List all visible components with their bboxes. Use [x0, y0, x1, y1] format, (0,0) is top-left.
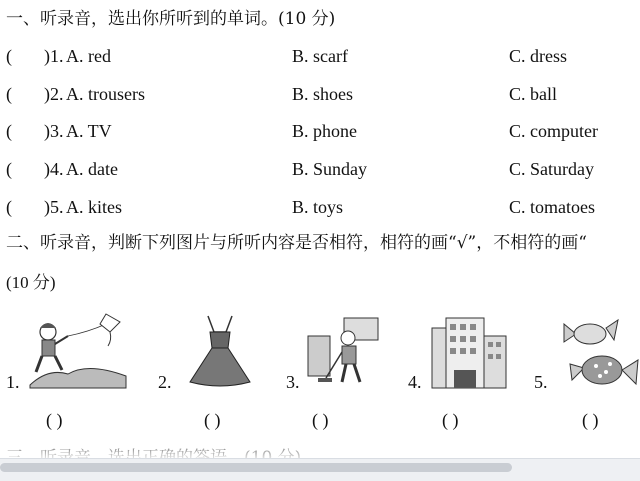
option-c: C. ball: [509, 84, 557, 104]
question-number: 3.: [50, 121, 64, 141]
option-b: B. Sunday: [292, 159, 368, 179]
buildings-icon: [430, 314, 508, 392]
answer-paren-open: (: [6, 197, 12, 217]
option-c: C. computer: [509, 121, 598, 141]
question-row: [0, 195, 640, 219]
candy-icon: [556, 316, 640, 390]
question-number: 4.: [50, 159, 64, 179]
picture-answer-paren: ( ): [312, 410, 329, 430]
option-a: A. red: [66, 46, 111, 66]
question-row: [0, 82, 640, 106]
answer-paren-open: (: [6, 46, 12, 66]
question-number: 1.: [50, 46, 64, 66]
question-row: [0, 119, 640, 143]
picture-answer-paren: ( ): [204, 410, 221, 430]
option-b: B. toys: [292, 197, 344, 217]
section2-score: (10 分): [6, 273, 56, 292]
answer-paren-close: ): [44, 197, 50, 217]
option-c: C. Saturday: [509, 159, 594, 179]
answer-paren-open: (: [6, 121, 12, 141]
option-a: A. kites: [66, 197, 122, 217]
answer-paren-close: ): [44, 84, 50, 104]
section2-title: 二、听录音，判断下列图片与所听内容是否相符，相符的画“√”，不相符的画“: [6, 233, 587, 253]
dress-icon: [180, 312, 260, 390]
picture-answer-paren: ( ): [46, 410, 63, 430]
option-b: B. scarf: [292, 46, 348, 66]
picture-label: 3.: [286, 372, 300, 392]
boy-vacuuming-icon: [306, 316, 382, 390]
horizontal-scrollbar[interactable]: [0, 458, 640, 481]
option-b: B. phone: [292, 121, 357, 141]
picture-answer-paren: ( ): [442, 410, 459, 430]
question-number: 5.: [50, 197, 64, 217]
option-a: A. date: [66, 159, 118, 179]
answer-paren-close: ): [44, 121, 50, 141]
bottom-fade: [0, 440, 640, 460]
picture-label: 4.: [408, 372, 422, 392]
option-a: A. TV: [66, 121, 112, 141]
picture-answer-paren: ( ): [582, 410, 599, 430]
scrollbar-thumb[interactable]: [0, 463, 512, 472]
picture-label: 5.: [534, 372, 548, 392]
answer-paren-open: (: [6, 84, 12, 104]
question-row: [0, 157, 640, 181]
picture-label: 2.: [158, 372, 172, 392]
question-row: [0, 44, 640, 68]
question-number: 2.: [50, 84, 64, 104]
answer-paren-close: ): [44, 46, 50, 66]
section1-title: 一、听录音，选出你所听到的单词。(10 分): [6, 9, 336, 29]
answer-paren-open: (: [6, 159, 12, 179]
option-c: C. tomatoes: [509, 197, 595, 217]
option-b: B. shoes: [292, 84, 354, 104]
boy-flying-kite-icon: [28, 310, 128, 390]
option-c: C. dress: [509, 46, 567, 66]
picture-label: 1.: [6, 372, 20, 392]
option-a: A. trousers: [66, 84, 145, 104]
answer-paren-close: ): [44, 159, 50, 179]
